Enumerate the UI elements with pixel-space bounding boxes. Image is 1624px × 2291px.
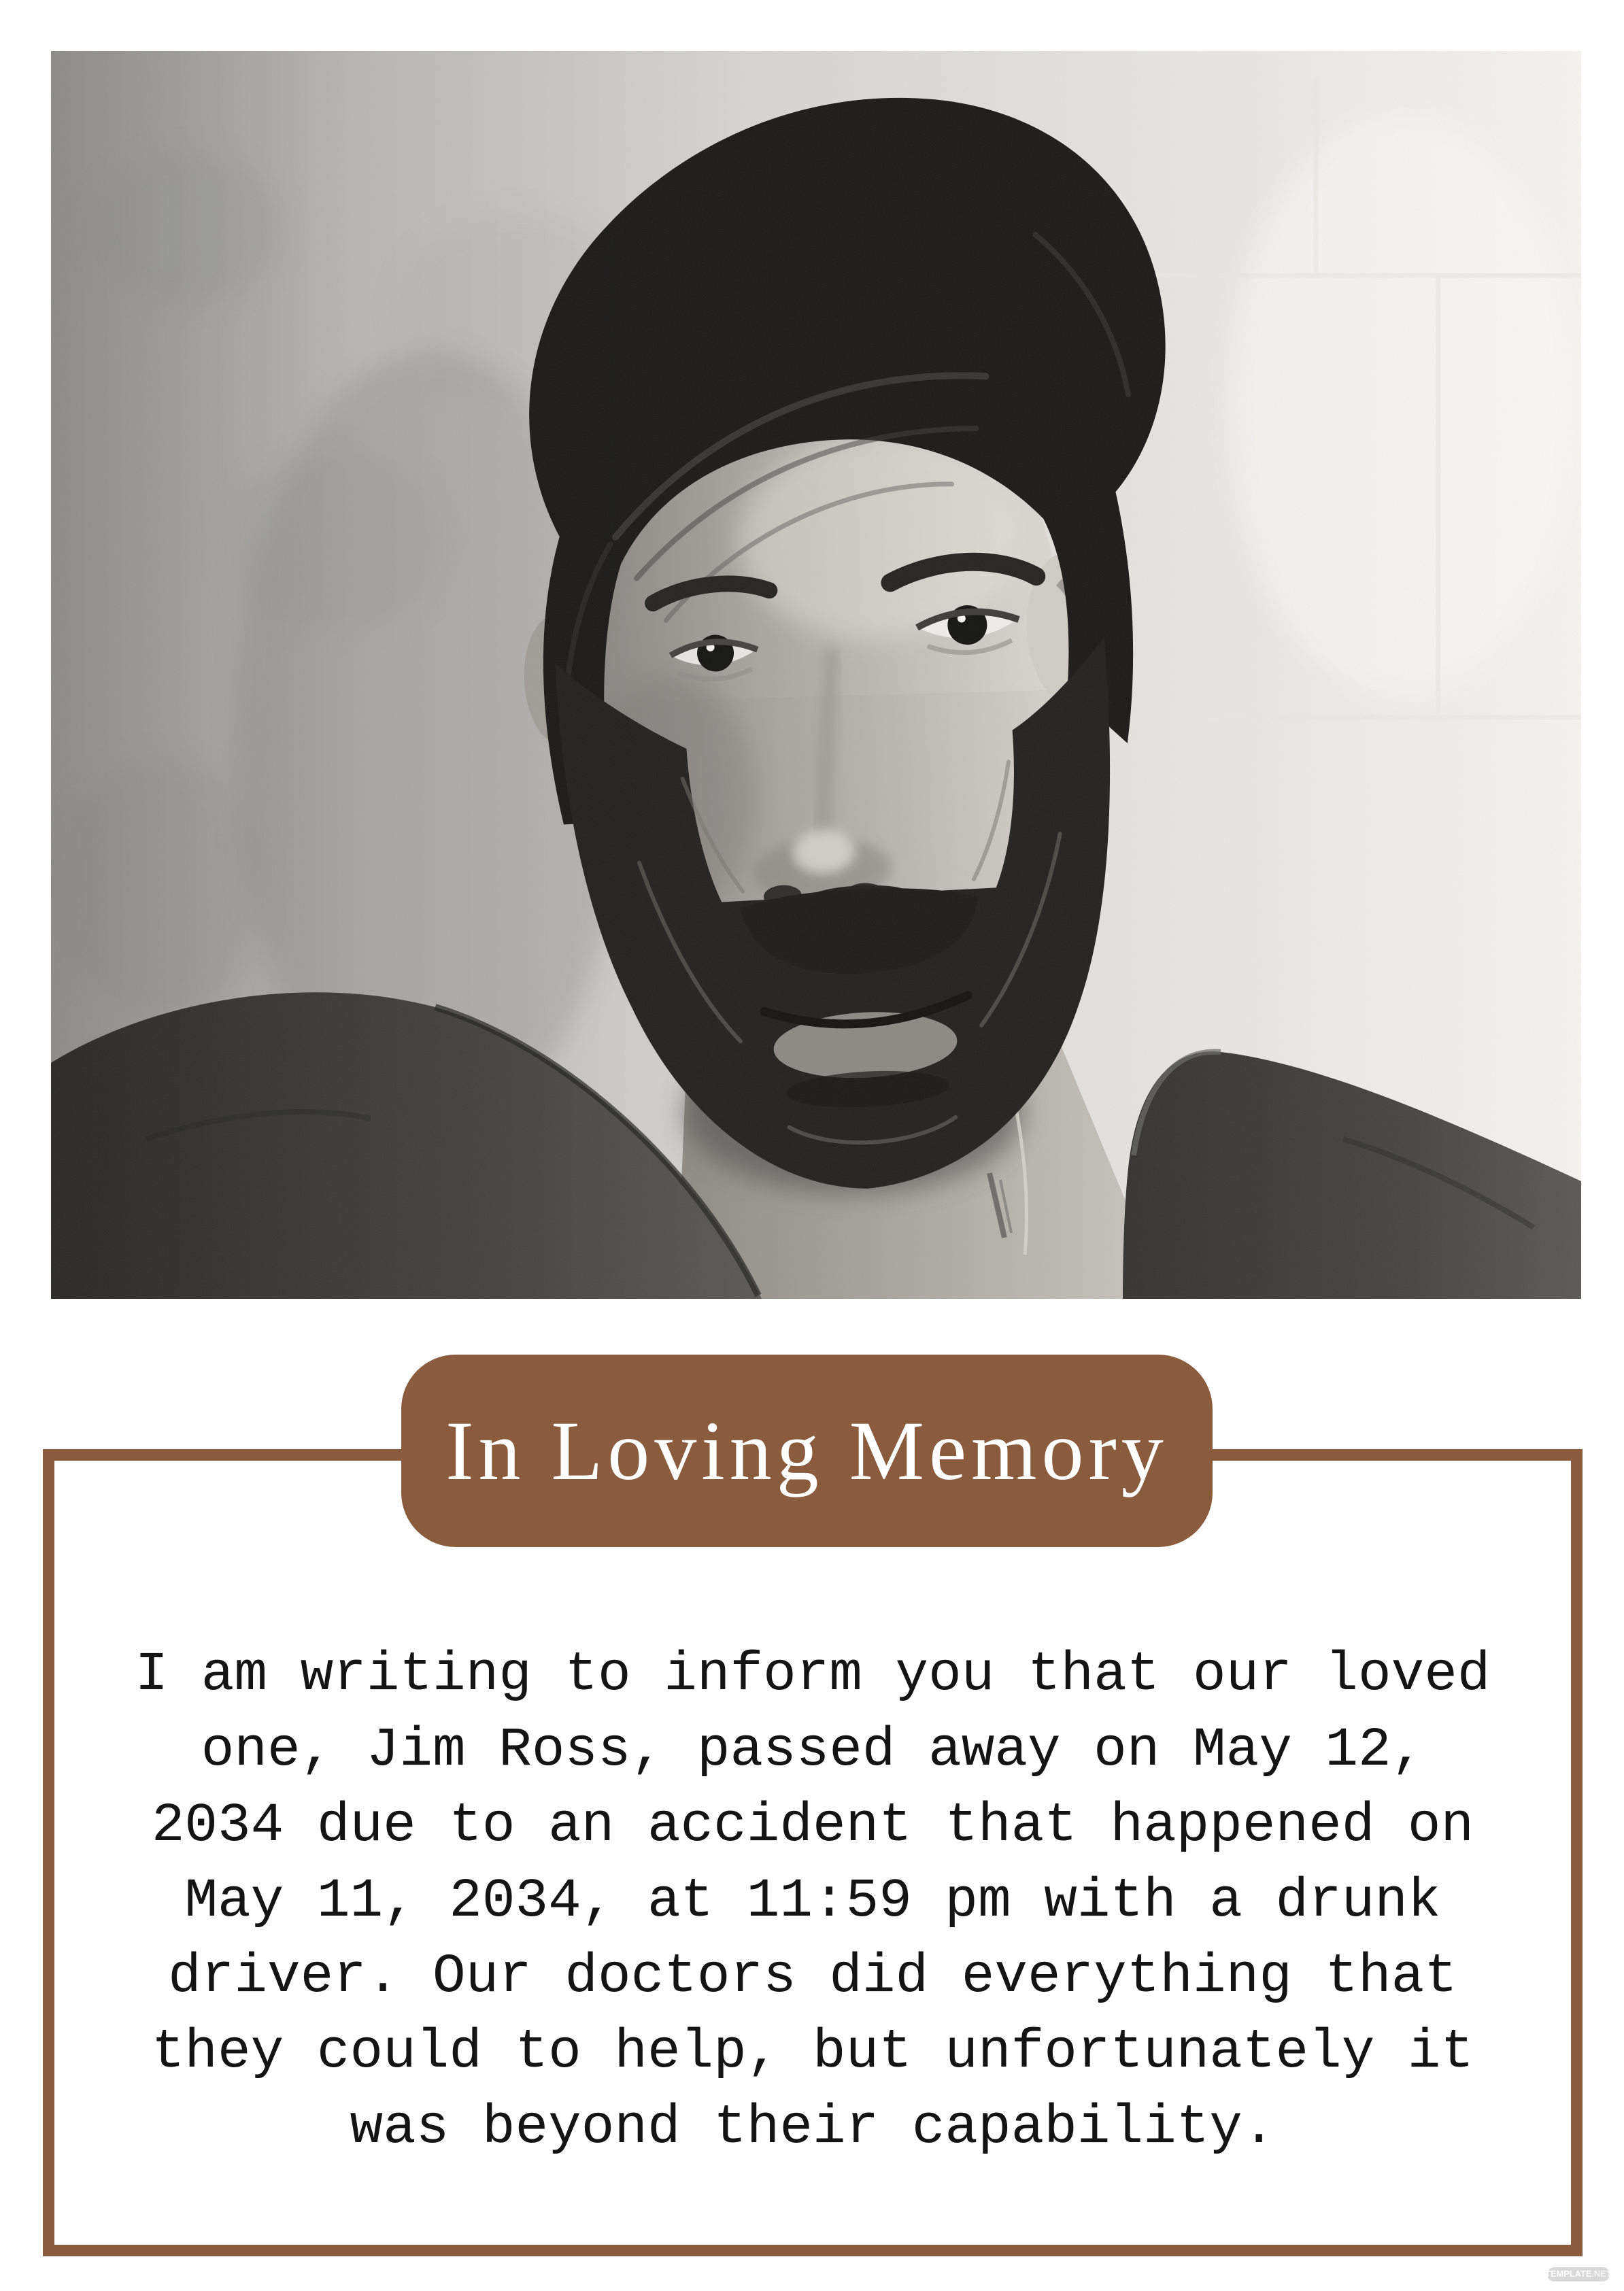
message-line: was beyond their capability. xyxy=(350,2097,1276,2159)
portrait-illustration xyxy=(51,51,1581,1299)
message-line: they could to help, but unfortunately it xyxy=(151,2022,1474,2084)
watermark-suffix: .NET xyxy=(1591,2269,1612,2279)
message-line: 2034 due to an accident that happened on xyxy=(151,1795,1474,1857)
watermark-brand: TEMPLATE xyxy=(1545,2269,1592,2279)
message-line: May 11, 2034, at 11:59 pm with a drunk xyxy=(184,1871,1441,1933)
portrait-photo xyxy=(51,51,1581,1299)
in-loving-memory-banner xyxy=(401,1355,1213,1547)
banner-title: In Loving Memory xyxy=(445,1404,1168,1497)
template-net-watermark xyxy=(1547,2267,1610,2281)
message-line: I am writing to inform you that our loved xyxy=(135,1644,1491,1706)
message-line: one, Jim Ross, passed away on May 12, xyxy=(201,1720,1425,1782)
memorial-frame xyxy=(43,1449,1583,2256)
memorial-message xyxy=(82,1637,1544,2166)
message-line: driver. Our doctors did everything that xyxy=(168,1946,1457,2008)
